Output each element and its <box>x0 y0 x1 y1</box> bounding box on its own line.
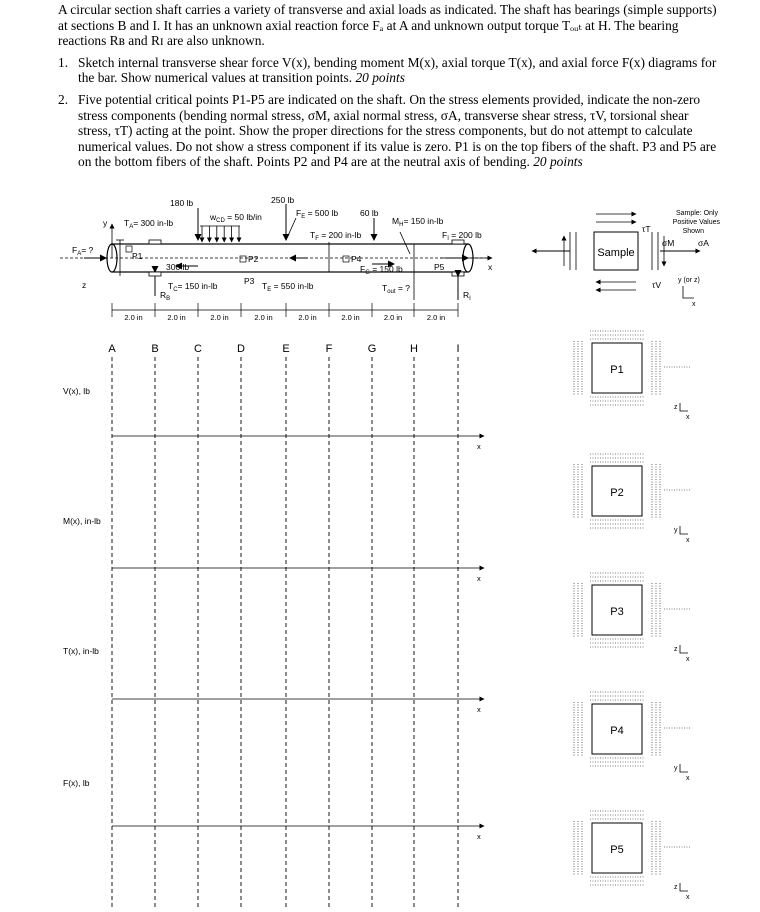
sample-label: Sample <box>597 247 635 259</box>
stress-element-p5 <box>574 811 690 901</box>
f300-label: 300 lb <box>166 262 190 272</box>
element-axis-v: z <box>674 404 678 411</box>
section-label-i: I <box>456 343 460 355</box>
element-axis-v: y <box>674 765 678 772</box>
stress-elements <box>574 331 690 901</box>
mh-label: $M_H= 150$ in-lb <box>392 216 444 228</box>
sample-note-line2: Positive Values <box>672 219 720 226</box>
element-axis-v: z <box>674 646 678 653</box>
y-axis-label: y <box>103 218 108 228</box>
diagram-axis-x-label: x <box>477 832 481 841</box>
p1-label: P1 <box>132 251 143 261</box>
shaft-x-axis-label: x <box>488 262 493 272</box>
section-markers <box>108 343 459 908</box>
stress-element-p1 <box>574 331 690 421</box>
shaft-diagram <box>60 195 493 302</box>
ta-label: $T_A= 300$ in-lb <box>124 218 174 230</box>
element-label: P3 <box>610 606 624 618</box>
diagram-axis-x-label: x <box>477 574 481 583</box>
fg-label: $F_G = 150$ lb <box>360 264 403 276</box>
sample-tau-v: τV <box>652 280 662 290</box>
sample-sigma-a: σA <box>698 238 709 248</box>
fa-label: $F_A=$ ? <box>72 245 94 257</box>
p5-label: P5 <box>434 262 445 272</box>
sample-note-line3: Shown <box>682 228 704 235</box>
dimension-line <box>112 303 458 322</box>
p4-label: P4 <box>351 254 362 264</box>
diagram-label: M(x), in-lb <box>63 516 101 526</box>
f180-label: 180 lb <box>170 198 194 208</box>
element-label: P5 <box>610 844 624 856</box>
question-2-number: 2. <box>58 91 69 107</box>
dimension-label: 2.0 in <box>124 313 143 322</box>
dimension-label: 2.0 in <box>298 313 317 322</box>
diagram-label: T(x), in-lb <box>63 646 99 656</box>
tout-label: $T_{out}$ = ? <box>382 283 410 295</box>
element-axis-v: z <box>674 884 678 891</box>
tc-label: $T_C= 150$ in-lb <box>168 281 218 293</box>
sample-note-line1: Sample: Only <box>675 210 718 217</box>
diagram-axes <box>63 386 484 841</box>
section-label-b: B <box>151 343 159 355</box>
p3-label: P3 <box>244 276 255 286</box>
wcd-label: $w_{CD} = 50$ lb/in <box>210 212 262 224</box>
question-2-points: 20 points <box>533 154 583 170</box>
element-label: P4 <box>610 725 624 737</box>
question-2-text: Five potential critical points P1-P5 are indicated on the shaft. On the stress elements provided, indicate the non-zero stress components (bending normal stress, σM, axial normal stress, σA, transverse shear stress, τV, torsional shear stress, τT) acting at the point. Show the proper directions for the stress components, but do not attempt to calculate numerical values. Do not show a stress component if its value is zero. P1 is on the top fibers of the shaft. P3 and P5 are on the bottom fibers of the shaft. Points P2 and P4 are at the neutral axis of bending. <box>78 91 717 170</box>
dimension-label: 2.0 in <box>341 313 360 322</box>
section-label-e: E <box>282 343 290 355</box>
element-axis-h: x <box>686 775 690 782</box>
element-axis-h: x <box>686 537 690 544</box>
sample-axis-x: x <box>692 301 696 308</box>
dimension-label: 2.0 in <box>426 313 446 322</box>
diagram-label: V(x), lb <box>63 386 90 396</box>
element-axis-h: x <box>686 414 690 421</box>
element-label: P2 <box>610 487 624 499</box>
element-axis-h: x <box>686 894 690 901</box>
question-1-points: 20 points <box>355 70 405 86</box>
section-label-c: C <box>194 343 202 355</box>
sample-sigma-m: σM <box>662 238 675 248</box>
section-label-g: G <box>367 343 377 355</box>
sample-axis-yz: y (or z) <box>678 277 700 284</box>
diagram-axis-x-label: x <box>477 705 481 714</box>
f250-label: 250 lb <box>271 195 295 205</box>
fe-label: $F_E = 500$ lb <box>296 208 339 220</box>
section-label-a: A <box>108 343 116 355</box>
p2-label: P2 <box>248 254 259 264</box>
question-1-text: Sketch internal transverse shear force V(x), bending moment M(x), axial torque T(x), and axial force F(x) diagrams for the bar. Show numerical values at transition points. <box>78 54 717 86</box>
element-label: P1 <box>610 364 624 376</box>
problem-intro: A circular section shaft carries a variety of transverse and axial loads as indicated. The shaft has bearings (simple supports) at sections B and I. It has an unknown axial reaction force Fₐ at A and unknown output torque Tₒᵤₜ at H. The bearing reactions Rʙ and Rɪ are also unknown. <box>58 2 717 49</box>
dimension-label: 2.0 in <box>210 313 229 322</box>
section-label-f: F <box>325 343 333 355</box>
dimension-label: 2.0 in <box>167 313 186 322</box>
fi-label: $F_I = 200$ lb <box>442 230 482 242</box>
z-axis-label: z <box>82 280 87 290</box>
element-axis-v: y <box>674 527 678 534</box>
stress-element-p4 <box>574 692 690 782</box>
dimension-label: 2.0 in <box>254 313 273 322</box>
distributed-load <box>200 226 240 242</box>
sample-element <box>532 210 720 308</box>
section-label-h: H <box>410 343 418 355</box>
question-1-number: 1. <box>58 54 69 70</box>
sample-tau-t: τT <box>642 224 651 234</box>
tf-label: $T_F = 200$ in-lb <box>310 230 362 242</box>
diagram-axis-x-label: x <box>477 442 481 451</box>
te-label: $T_E = 550$ in-lb <box>262 281 314 293</box>
element-axis-h: x <box>686 656 690 663</box>
section-label-d: D <box>237 343 245 355</box>
ri-label: $R_I$ <box>463 290 471 302</box>
stress-element-p3 <box>574 573 690 663</box>
f60-label: 60 lb <box>360 208 379 218</box>
dimension-label: 2.0 in <box>383 313 403 322</box>
stress-element-p2 <box>574 454 690 544</box>
diagram-label: F(x), lb <box>63 778 90 788</box>
rb-label: $R_B$ <box>160 290 171 302</box>
